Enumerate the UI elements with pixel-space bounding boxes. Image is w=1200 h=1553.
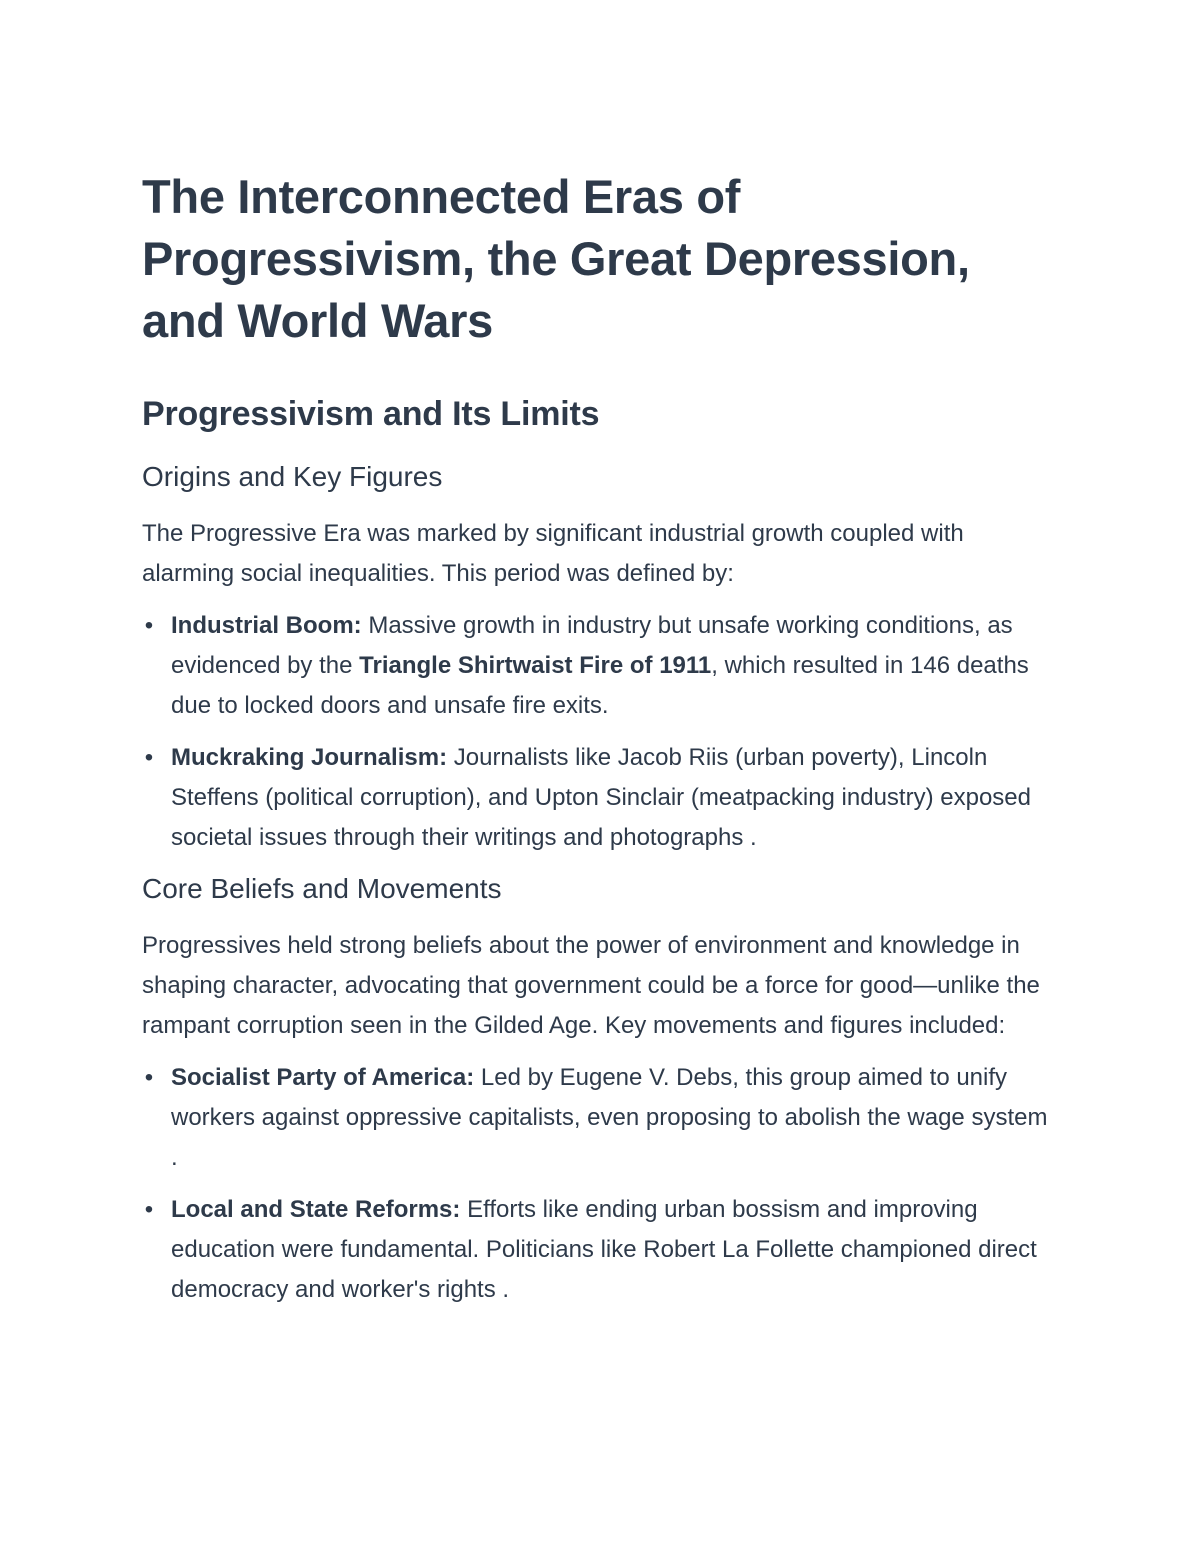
list-item-muckraking	[142, 738, 1060, 858]
list-item-text: , which resulted in 146 deaths due to locked doors and unsafe fire exits.	[171, 652, 1029, 719]
list-item-local-state-reforms	[142, 1190, 1060, 1310]
subsection-heading-core-beliefs: Core Beliefs and Movements	[142, 873, 502, 904]
list-item-socialist-party	[142, 1058, 1060, 1178]
core-beliefs-bullet-list	[142, 1058, 1060, 1310]
list-item-text: Efforts like ending urban bossism and improving education were fundamental. Politicians like Robert La Follette championed direct democracy and worker's rights .	[171, 1196, 1037, 1303]
origins-intro-paragraph: The Progressive Era was marked by significant industrial growth coupled with alarming social inequalities. This period was defined by:	[142, 520, 964, 587]
list-item-label: Local and State Reforms:	[171, 1196, 461, 1223]
bullet-icon: •	[144, 744, 154, 771]
list-item-label: Industrial Boom:	[171, 612, 362, 639]
document-title: The Interconnected Eras of Progressivism, the Great Depression, and World Wars	[142, 170, 970, 347]
list-item-label: Muckraking Journalism:	[171, 744, 448, 771]
list-item-text: Journalists like Jacob Riis (urban poverty), Lincoln Steffens (political corruption), and Upton Sinclair (meatpacking industry) exposed societal issues through their writings and photographs .	[171, 744, 1031, 851]
list-item-bold-phrase: Triangle Shirtwaist Fire of 1911	[359, 652, 712, 679]
list-item-text: Massive growth in industry but unsafe working conditions, as evidenced by the	[171, 612, 1013, 679]
list-item-industrial-boom	[142, 606, 1060, 726]
section-heading-progressivism: Progressivism and Its Limits	[142, 395, 600, 433]
list-item-text: Led by Eugene V. Debs, this group aimed to unify workers against oppressive capitalists, even proposing to abolish the wage system .	[171, 1064, 1048, 1171]
subsection-heading-origins: Origins and Key Figures	[142, 461, 443, 492]
list-item-label: Socialist Party of America:	[171, 1064, 475, 1091]
bullet-icon: •	[144, 1196, 154, 1223]
bullet-icon: •	[144, 612, 154, 639]
core-beliefs-intro-paragraph: Progressives held strong beliefs about the power of environment and knowledge in shaping character, advocating that government could be a force for good—unlike the rampant corruption seen in the Gilded Age. Key movements and figures included:	[142, 932, 1040, 1039]
origins-bullet-list	[142, 606, 1060, 858]
bullet-icon: •	[144, 1064, 154, 1091]
